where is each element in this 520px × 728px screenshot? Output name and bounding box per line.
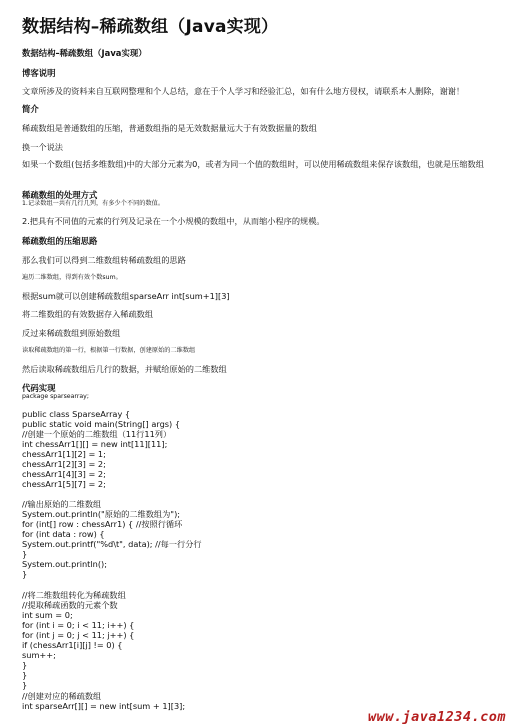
code-line: } [22, 670, 28, 680]
intro-text: 稀疏数组是普通数组的压缩，普通数组指的是无效数据量远大于有效数据量的数组 [22, 123, 317, 133]
code-line: chessArr1[1][2] = 1; [22, 449, 106, 459]
subtitle: 数据结构–稀疏数组（Java实现） [22, 48, 147, 58]
code-line: } [22, 569, 28, 579]
another-way-text: 换一个说法 [22, 142, 63, 152]
code-line: //提取稀疏函数的元素个数 [22, 600, 118, 610]
code-line: if (chessArr1[i][j] != 0) { [22, 640, 123, 650]
code-line: System.out.println(); [22, 559, 107, 569]
idea-line-6: 读取稀疏数组的第一行，根据第一行数据，创建原始的二维数组 [22, 347, 196, 354]
page-title: 数据结构–稀疏数组（Java实现） [22, 17, 279, 37]
process-step-1: 1.记录数组一共有几行几列，有多少个不同的数值。 [22, 200, 165, 207]
code-line: public class SparseArray { [22, 409, 131, 419]
intro-text-2: 如果一个数组(包括多维数组)中的大部分元素为0，或者为同一个值的数组时，可以使用稀疏数组来保存该数组，也就是压缩数组 [22, 159, 484, 169]
code-line: for (int j = 0; j < 11; j++) { [22, 630, 135, 640]
idea-line-4: 将二维数组的有效数据存入稀疏数组 [22, 309, 154, 319]
blog-heading: 博客说明 [22, 68, 56, 78]
code-line: int sparseArr[][] = new int[sum + 1][3]; [22, 701, 186, 711]
code-line: chessArr1[2][3] = 2; [22, 459, 106, 469]
code-line: public static void main(String[] args) { [22, 419, 181, 429]
blog-text: 文章所涉及的资料来自互联网整理和个人总结，意在于个人学习和经验汇总，如有什么地方侵权，请联系本人删除，谢谢！ [22, 86, 465, 96]
idea-line-3: 根据sum就可以创建稀疏数组sparseArr int[sum+1][3] [22, 291, 230, 301]
idea-line-2: 遍历二维数组，得到有效个数sum。 [22, 274, 122, 281]
code-line: for (int i = 0; i < 11; i++) { [22, 620, 135, 630]
code-heading: 代码实现 [22, 383, 56, 393]
idea-line-7: 然后读取稀疏数组后几行的数据，并赋给原始的二维数组 [22, 364, 227, 374]
watermark: www.java1234.com [367, 709, 506, 725]
code-line: //将二维数组转化为稀疏数组 [22, 590, 126, 600]
code-line: } [22, 660, 28, 670]
code-line: System.out.println("原始的二维数组为"); [22, 509, 181, 519]
code-line: for (int data : row) { [22, 529, 105, 539]
intro-heading: 简介 [22, 104, 39, 114]
code-line: for (int[] row : chessArr1) { //按照行循环 [22, 519, 183, 529]
code-package-line: package sparsearray; [22, 393, 89, 400]
code-line: chessArr1[5][7] = 2; [22, 479, 106, 489]
code-line: int chessArr1[][] = new int[11][11]; [22, 439, 168, 449]
code-line: } [22, 680, 28, 690]
code-line: sum++; [22, 650, 56, 660]
process-step-2: 2.把具有不同值的元素的行列及记录在一个小规模的数组中，从而缩小程序的规模。 [22, 216, 325, 226]
idea-line-5: 反过来稀疏数组到原始数组 [22, 328, 121, 338]
code-line: chessArr1[4][3] = 2; [22, 469, 106, 479]
code-line: System.out.printf("%d\t", data); //每一行分行 [22, 539, 202, 549]
code-line: //输出原始的二维数组 [22, 499, 102, 509]
code-line: //创建一个原始的二维数组（11行11列） [22, 429, 172, 439]
code-line: //创建对应的稀疏数组 [22, 691, 102, 701]
process-heading: 稀疏数组的处理方式 [22, 190, 98, 200]
idea-line-1: 那么我们可以得到二维数组转稀疏数组的思路 [22, 255, 186, 265]
idea-heading: 稀疏数组的压缩思路 [22, 236, 98, 246]
code-line: } [22, 549, 28, 559]
code-line: int sum = 0; [22, 610, 73, 620]
